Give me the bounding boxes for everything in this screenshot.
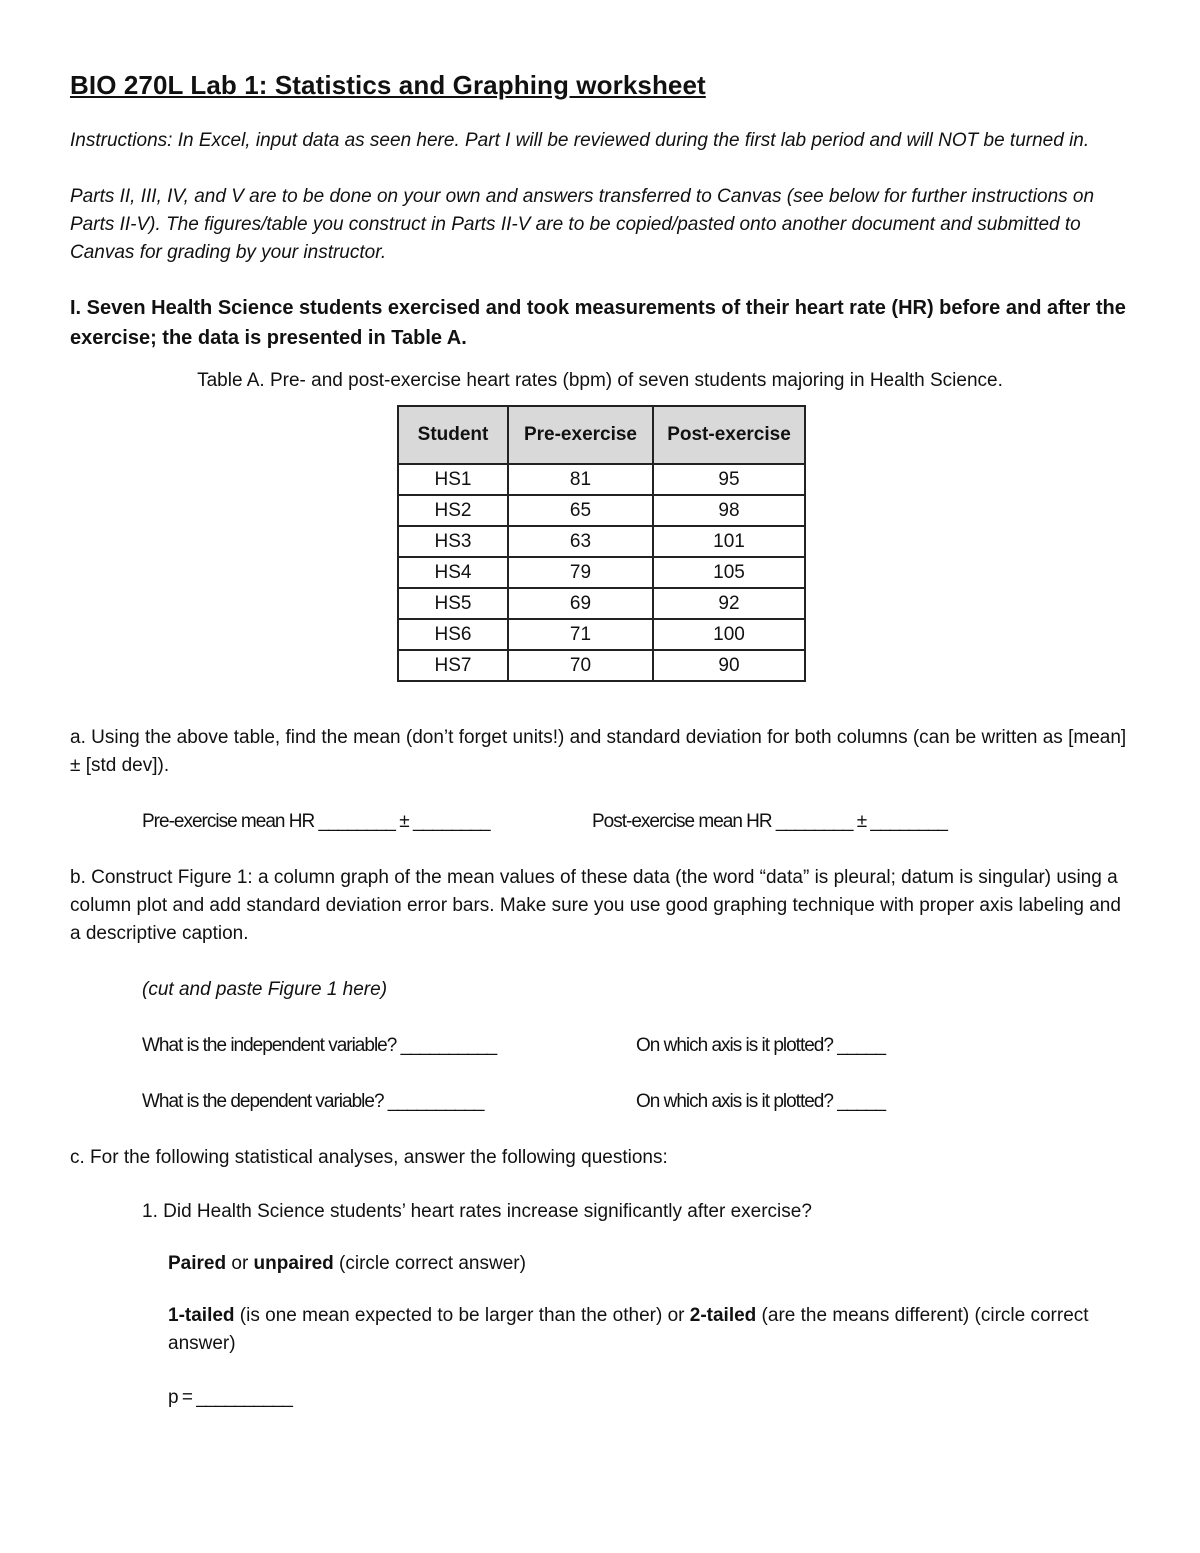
- cell-student: HS6: [398, 619, 508, 650]
- part-a-question: a. Using the above table, find the mean (don’t forget units!) and standard deviation for both columns (can be written as [mean] ± [std dev]).: [70, 727, 1127, 776]
- cell-student: HS7: [398, 650, 508, 681]
- section-1-heading: I. Seven Health Science students exercised and took measurements of their heart rate (HR) before and after the exercise; the data is presented in Table A.: [70, 297, 1126, 349]
- part-c-intro: c. For the following statistical analyses, answer the following questions:: [70, 1147, 668, 1168]
- cell-post: 101: [653, 526, 805, 557]
- paired-or-text: or: [226, 1253, 254, 1274]
- independent-variable-question[interactable]: What is the independent variable? __________: [142, 1035, 497, 1056]
- table-row: [398, 588, 805, 619]
- dependent-variable-question[interactable]: What is the dependent variable? __________: [142, 1091, 484, 1112]
- table-header-row: [398, 406, 805, 464]
- cell-post: 105: [653, 557, 805, 588]
- cell-student: HS3: [398, 526, 508, 557]
- table-row: [398, 650, 805, 681]
- unpaired-option[interactable]: unpaired: [253, 1253, 334, 1274]
- cell-pre: 79: [508, 557, 653, 588]
- part-a-answer-row: [70, 808, 1130, 836]
- independent-axis-question[interactable]: On which axis is it plotted? _____: [636, 1035, 886, 1056]
- figure-paste-note: (cut and paste Figure 1 here): [142, 979, 388, 1000]
- one-tailed-note: (is one mean expected to be larger than the other) or: [234, 1305, 690, 1326]
- table-row: [398, 526, 805, 557]
- cell-student: HS5: [398, 588, 508, 619]
- one-tailed-option[interactable]: 1-tailed: [168, 1305, 235, 1326]
- paired-choice: [70, 1250, 1130, 1278]
- tailed-choice: [70, 1302, 1130, 1358]
- cell-pre: 69: [508, 588, 653, 619]
- paired-note: (circle correct answer): [333, 1253, 526, 1274]
- header-post-exercise: Post-exercise: [653, 406, 805, 464]
- table-row: [398, 495, 805, 526]
- cell-post: 95: [653, 464, 805, 495]
- table-row: [398, 619, 805, 650]
- post-exercise-mean-line[interactable]: Post-exercise mean HR ________ ± ________: [592, 811, 947, 832]
- two-tailed-note: (are the means different) (circle correct answer): [168, 1305, 1089, 1354]
- header-student: Student: [398, 406, 508, 464]
- table-row: [398, 464, 805, 495]
- cell-post: 90: [653, 650, 805, 681]
- table-caption: Table A. Pre- and post-exercise heart rates (bpm) of seven students majoring in Health Science.: [197, 370, 1003, 391]
- cell-post: 98: [653, 495, 805, 526]
- pre-exercise-mean-line[interactable]: Pre-exercise mean HR ________ ± ________: [142, 811, 490, 832]
- cell-post: 92: [653, 588, 805, 619]
- instructions-part1: Instructions: In Excel, input data as seen here. Part I will be reviewed during the first lab period and will NOT be turned in.: [70, 130, 1090, 151]
- page-title: BIO 270L Lab 1: Statistics and Graphing worksheet: [70, 70, 706, 100]
- cell-pre: 81: [508, 464, 653, 495]
- instructions-parts2-5: Parts II, III, IV, and V are to be done on your own and answers transferred to Canvas (see below for further instructions on Parts II-V). The figures/table you construct in Parts II-V are to be copied/pasted onto another document and submitted to Canvas for grading by your instructor.: [70, 186, 1095, 263]
- cell-pre: 71: [508, 619, 653, 650]
- cell-pre: 70: [508, 650, 653, 681]
- part-b-question: b. Construct Figure 1: a column graph of the mean values of these data (the word “data” is pleural; datum is singular) using a column plot and add standard deviation error bars. Make sure you use good graphing technique with proper axis labeling and a descriptive caption.: [70, 867, 1121, 944]
- dependent-variable-row: [70, 1088, 1130, 1116]
- cell-student: HS4: [398, 557, 508, 588]
- p-value-line[interactable]: p = __________: [168, 1387, 292, 1408]
- cell-student: HS1: [398, 464, 508, 495]
- cell-pre: 65: [508, 495, 653, 526]
- cell-post: 100: [653, 619, 805, 650]
- cell-student: HS2: [398, 495, 508, 526]
- header-pre-exercise: Pre-exercise: [508, 406, 653, 464]
- dependent-axis-question[interactable]: On which axis is it plotted? _____: [636, 1091, 886, 1112]
- table-row: [398, 557, 805, 588]
- cell-pre: 63: [508, 526, 653, 557]
- independent-variable-row: [70, 1032, 1130, 1060]
- two-tailed-option[interactable]: 2-tailed: [689, 1305, 757, 1326]
- worksheet-page: [70, 70, 1130, 1412]
- heart-rate-table: [397, 405, 806, 682]
- question-1: 1. Did Health Science students’ heart rates increase significantly after exercise?: [142, 1201, 812, 1222]
- paired-option[interactable]: Paired: [168, 1253, 227, 1274]
